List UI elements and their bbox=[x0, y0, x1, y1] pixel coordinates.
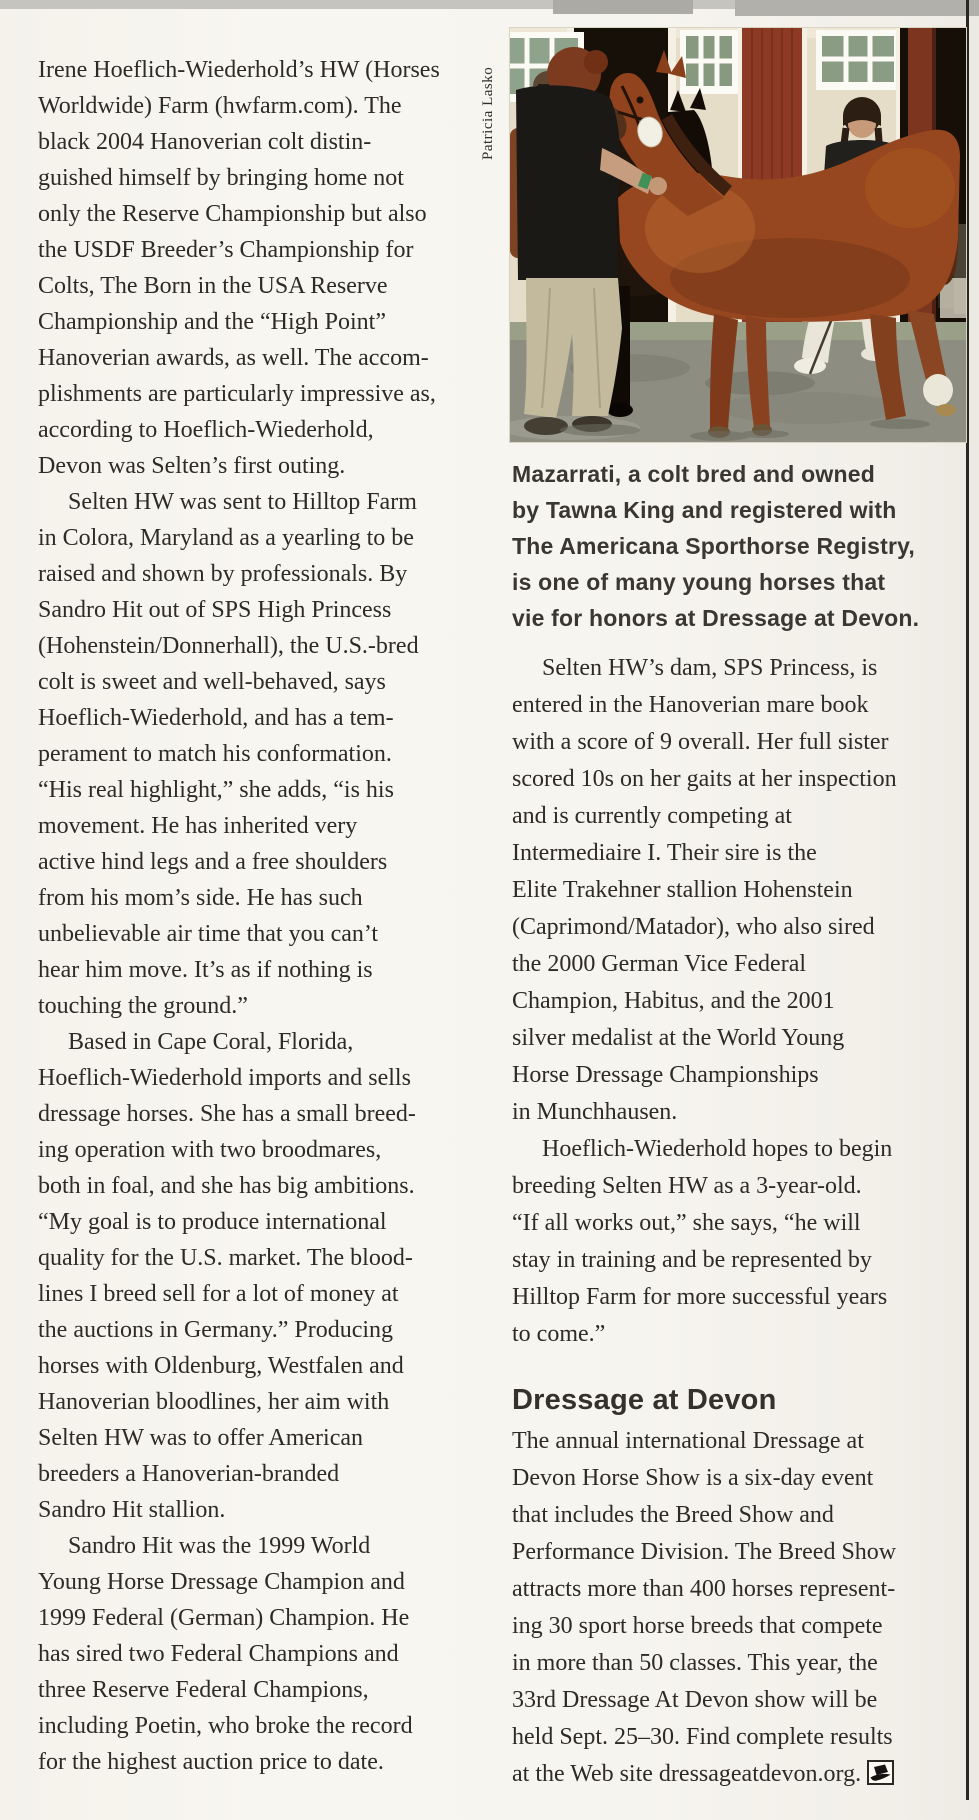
text-line: Hoeflich-Wiederhold, and has a tem- bbox=[38, 705, 394, 731]
text-line: in Colora, Maryland as a yearling to be bbox=[38, 525, 414, 551]
text-line: that includes the Breed Show and bbox=[512, 1502, 834, 1528]
text-line: Devon was Selten’s first outing. bbox=[38, 453, 346, 479]
text-line: from his mom’s side. He has such bbox=[38, 885, 363, 911]
text-line: to come.” bbox=[512, 1321, 606, 1347]
text-line: Champion, Habitus, and the 2001 bbox=[512, 988, 835, 1014]
barn-window bbox=[680, 30, 738, 94]
text-line: breeding Selten HW as a 3-year-old. bbox=[512, 1173, 862, 1199]
text-line: Hanoverian bloodlines, her aim with bbox=[38, 1389, 390, 1415]
text-line: horses with Oldenburg, Westfalen and bbox=[38, 1353, 404, 1379]
last-body-line: at the Web site dressageatdevon.org. bbox=[512, 1761, 862, 1787]
text-line: 33rd Dressage At Devon show will be bbox=[512, 1687, 878, 1713]
text-line: raised and shown by professionals. By bbox=[38, 561, 408, 587]
text-line: ing operation with two broodmares, bbox=[38, 1137, 382, 1163]
text-line: The Americana Sporthorse Registry, bbox=[512, 533, 916, 559]
text-line: Worldwide) Farm (hwfarm.com). The bbox=[38, 93, 402, 119]
text-line: including Poetin, who broke the record bbox=[38, 1713, 413, 1739]
photo-caption bbox=[512, 456, 964, 636]
text-line: Selten HW’s dam, SPS Princess, is bbox=[542, 655, 878, 681]
text-line: Performance Division. The Breed Show bbox=[512, 1539, 897, 1565]
text-line: colt is sweet and well-behaved, says bbox=[38, 669, 386, 695]
text-line: Intermediaire I. Their sire is the bbox=[512, 840, 817, 866]
text-line: Sandro Hit stallion. bbox=[38, 1497, 226, 1523]
text-line: perament to match his conformation. bbox=[38, 741, 392, 767]
text-line: Young Horse Dressage Champion and bbox=[38, 1569, 405, 1595]
text-line: The annual international Dressage at bbox=[512, 1428, 864, 1454]
body-paragraph bbox=[38, 1528, 486, 1780]
text-line: lines I breed sell for a lot of money at bbox=[38, 1281, 399, 1307]
text-line: the 2000 German Vice Federal bbox=[512, 951, 807, 977]
text-line: attracts more than 400 horses represent- bbox=[512, 1576, 896, 1602]
scan-artifact-top-segment bbox=[735, 0, 979, 16]
scan-artifact-top-segment bbox=[553, 0, 693, 14]
text-line: Hoeflich-Wiederhold imports and sells bbox=[38, 1065, 411, 1091]
text-line: Selten HW was to offer American bbox=[38, 1425, 364, 1451]
text-line: movement. He has inherited very bbox=[38, 813, 358, 839]
text-line: (Caprimond/Matador), who also sired bbox=[512, 914, 875, 940]
text-line: (Hohenstein/Donnerhall), the U.S.-bred bbox=[38, 633, 419, 659]
text-line: has sired two Federal Champions and bbox=[38, 1641, 399, 1667]
text-line: Championship and the “High Point” bbox=[38, 309, 386, 335]
text-line: Hoeflich-Wiederhold hopes to begin bbox=[542, 1136, 893, 1162]
body-paragraph bbox=[38, 52, 486, 484]
text-line: Irene Hoeflich-Wiederhold’s HW (Horses bbox=[38, 57, 440, 83]
barn-window bbox=[816, 30, 900, 90]
text-line: “His real highlight,” she adds, “is his bbox=[38, 777, 394, 803]
text-line: “My goal is to produce international bbox=[38, 1209, 387, 1235]
text-line: “If all works out,” she says, “he will bbox=[512, 1210, 861, 1236]
text-line: dressage horses. She has a small breed- bbox=[38, 1101, 416, 1127]
text-line: quality for the U.S. market. The blood- bbox=[38, 1245, 413, 1271]
text-line: active hind legs and a free shoulders bbox=[38, 849, 388, 875]
text-line: by Tawna King and registered with bbox=[512, 497, 897, 523]
scan-artifact-top bbox=[0, 0, 979, 9]
body-paragraph bbox=[512, 1423, 964, 1756]
text-line: three Reserve Federal Champions, bbox=[38, 1677, 369, 1703]
text-line: stay in training and be represented by bbox=[512, 1247, 872, 1273]
text-line: Hanoverian awards, as well. The accom- bbox=[38, 345, 429, 371]
text-line: ing 30 sport horse breeds that compete bbox=[512, 1613, 883, 1639]
body-paragraph bbox=[512, 1131, 964, 1353]
text-line: is one of many young horses that bbox=[512, 569, 886, 595]
text-line: and is currently competing at bbox=[512, 803, 792, 829]
text-line: both in foal, and she has big ambitions. bbox=[38, 1173, 415, 1199]
text-line: held Sept. 25–30. Find complete results bbox=[512, 1724, 893, 1750]
article-photo bbox=[510, 28, 966, 442]
photo-credit: Patricia Lasko bbox=[480, 66, 496, 160]
body-paragraph bbox=[38, 484, 486, 1024]
text-line: Sandro Hit out of SPS High Princess bbox=[38, 597, 392, 623]
text-line: 1999 Federal (German) Champion. He bbox=[38, 1605, 410, 1631]
text-line: vie for honors at Dressage at Devon. bbox=[512, 605, 920, 631]
text-line: according to Hoeflich-Wiederhold, bbox=[38, 417, 374, 443]
scan-artifact-right-edge bbox=[966, 0, 969, 1800]
text-line: hear him move. It’s as if nothing is bbox=[38, 957, 373, 983]
text-line: entered in the Hanoverian mare book bbox=[512, 692, 869, 718]
text-line: Mazarrati, a colt bred and owned bbox=[512, 461, 875, 487]
text-line: plishments are particularly impressive as, bbox=[38, 381, 436, 407]
text-line: Horse Dressage Championships bbox=[512, 1062, 819, 1088]
text-line: unbelievable air time that you can’t bbox=[38, 921, 379, 947]
text-line: Devon Horse Show is a six-day event bbox=[512, 1465, 874, 1491]
text-line: silver medalist at the World Young bbox=[512, 1025, 845, 1051]
text-line: in more than 50 classes. This year, the bbox=[512, 1650, 878, 1676]
text-line: breeders a Hanoverian-branded bbox=[38, 1461, 340, 1487]
body-paragraph bbox=[38, 1024, 486, 1528]
text-line: guished himself by bringing home not bbox=[38, 165, 404, 191]
text-line: Selten HW was sent to Hilltop Farm bbox=[68, 489, 417, 515]
left-column bbox=[38, 52, 486, 1780]
text-line: with a score of 9 overall. Her full sister bbox=[512, 729, 889, 755]
body-line-with-endmark bbox=[512, 1756, 964, 1793]
text-line: Elite Trakehner stallion Hohenstein bbox=[512, 877, 853, 903]
text-line: the USDF Breeder’s Championship for bbox=[38, 237, 414, 263]
text-line: Based in Cape Coral, Florida, bbox=[68, 1029, 354, 1055]
section-heading: Dressage at Devon bbox=[512, 1384, 777, 1416]
text-line: scored 10s on her gaits at her inspection bbox=[512, 766, 897, 792]
text-line: Sandro Hit was the 1999 World bbox=[68, 1533, 371, 1559]
text-line: Hilltop Farm for more successful years bbox=[512, 1284, 888, 1310]
text-line: for the highest auction price to date. bbox=[38, 1749, 384, 1775]
text-line: black 2004 Hanoverian colt distin- bbox=[38, 129, 372, 155]
right-column bbox=[512, 650, 964, 1793]
text-line: touching the ground.” bbox=[38, 993, 248, 1019]
text-line: Colts, The Born in the USA Reserve bbox=[38, 273, 388, 299]
text-line: only the Reserve Championship but also bbox=[38, 201, 427, 227]
text-line: the auctions in Germany.” Producing bbox=[38, 1317, 394, 1343]
horse-show-photo-illustration bbox=[510, 28, 966, 442]
text-line: in Munchhausen. bbox=[512, 1099, 678, 1125]
end-of-article-hat-icon bbox=[867, 1760, 894, 1785]
body-paragraph bbox=[512, 650, 964, 1131]
